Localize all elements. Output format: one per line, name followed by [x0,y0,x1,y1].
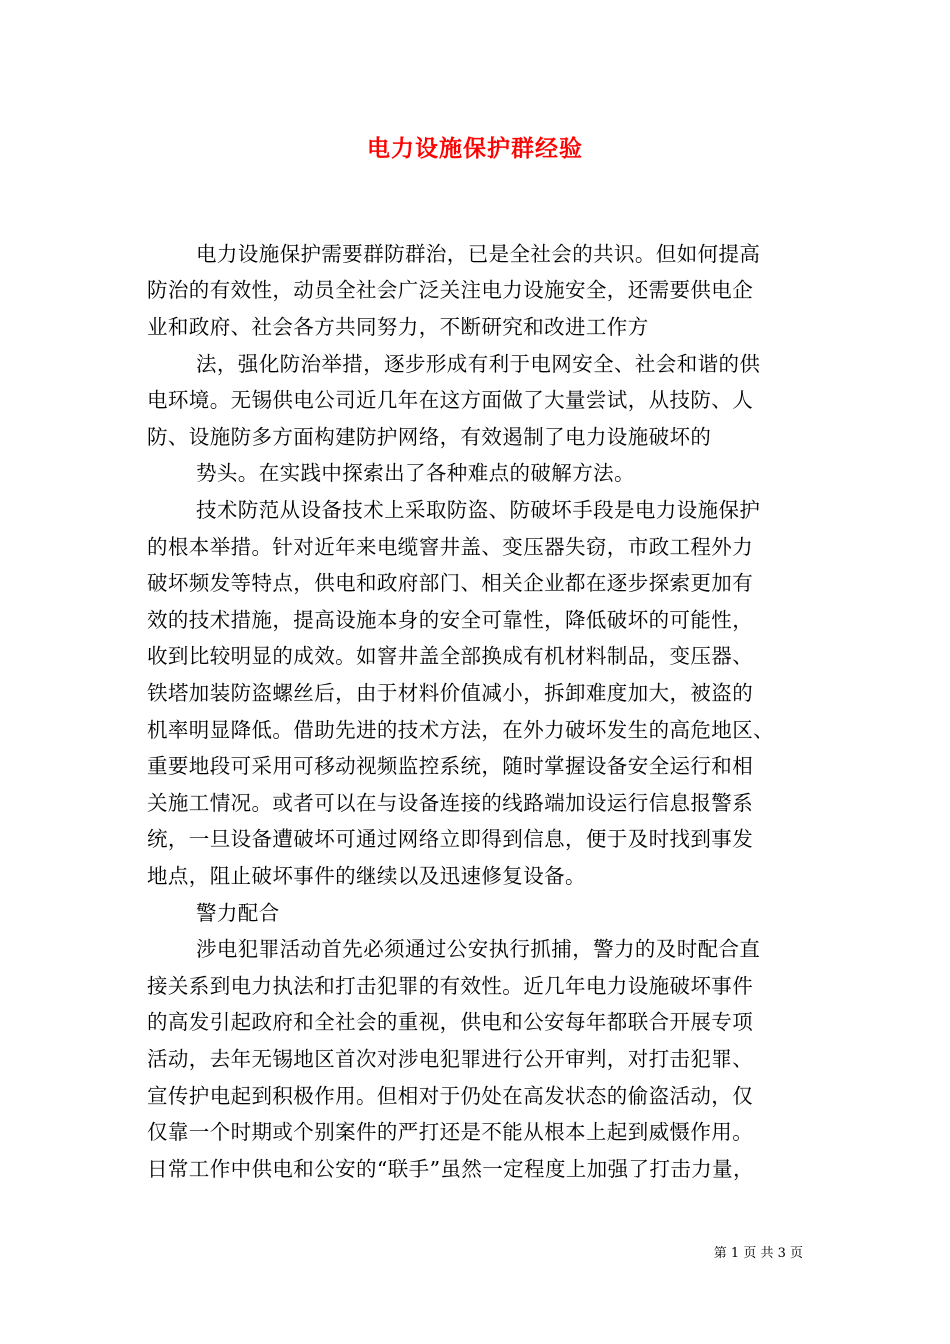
page-number: 第 1 页 共 3 页 [713,1246,803,1261]
body-line: 业和政府、社会各方共同努力，不断研究和改进工作方 [147,315,649,339]
body-line: 涉电犯罪活动首先必须通过公安执行抓捕，警力的及时配合直 [196,937,761,961]
body-line: 防治的有效性，动员全社会广泛关注电力设施安全，还需要供电企 [147,278,754,302]
body-line: 活动，去年无锡地区首次对涉电犯罪进行公开审判，对打击犯罪、 [147,1047,754,1071]
body-line: 电环境。无锡供电公司近几年在这方面做了大量尝试，从技防、人 [147,388,754,412]
body-line: 接关系到电力执法和打击犯罪的有效性。近几年电力设施破坏事件 [147,974,754,998]
body-line: 仅靠一个时期或个别案件的严打还是不能从根本上起到威慑作用。 [147,1120,754,1144]
body-line: 重要地段可采用可移动视频监控系统，随时掌握设备安全运行和相 [147,754,754,778]
document-title: 电力设施保护群经验 [367,135,583,162]
body-line: 法，强化防治举措，逐步形成有利于电网安全、社会和谐的供 [196,352,761,376]
body-line: 势头。在实践中探索出了各种难点的破解方法。 [196,461,635,485]
body-line: 的根本举措。针对近年来电缆窨井盖、变压器失窃，市政工程外力 [147,535,754,559]
body-line: 的高发引起政府和全社会的重视，供电和公安每年都联合开展专项 [147,1010,754,1034]
body-line: 破坏频发等特点，供电和政府部门、相关企业都在逐步探索更加有 [147,571,754,595]
section-heading: 警力配合 [196,901,280,925]
body-line: 电力设施保护需要群防群治，已是全社会的共识。但如何提高 [196,242,761,266]
body-line: 统，一旦设备遭破坏可通过网络立即得到信息，便于及时找到事发 [147,827,754,851]
body-line: 机率明显降低。借助先进的技术方法，在外力破坏发生的高危地区、 [147,718,774,742]
body-line: 收到比较明显的成效。如窨井盖全部换成有机材料制品，变压器、 [147,644,754,668]
body-line: 关施工情况。或者可以在与设备连接的线路端加设运行信息报警系 [147,791,754,815]
body-line: 日常工作中供电和公安的“联手”虽然一定程度上加强了打击力量， [147,1157,754,1181]
body-line: 地点，阻止破坏事件的继续以及迅速修复设备。 [147,864,586,888]
body-line: 铁塔加装防盗螺丝后，由于材料价值减小，拆卸难度加大，被盗的 [147,681,754,705]
body-line: 防、设施防多方面构建防护网络，有效遏制了电力设施破坏的 [147,425,712,449]
body-line: 效的技术措施，提高设施本身的安全可靠性，降低破坏的可能性， [147,608,754,632]
body-line: 技术防范从设备技术上采取防盗、防破坏手段是电力设施保护 [196,498,761,522]
body-line: 宣传护电起到积极作用。但相对于仍处在高发状态的偷盗活动，仅 [147,1084,754,1108]
